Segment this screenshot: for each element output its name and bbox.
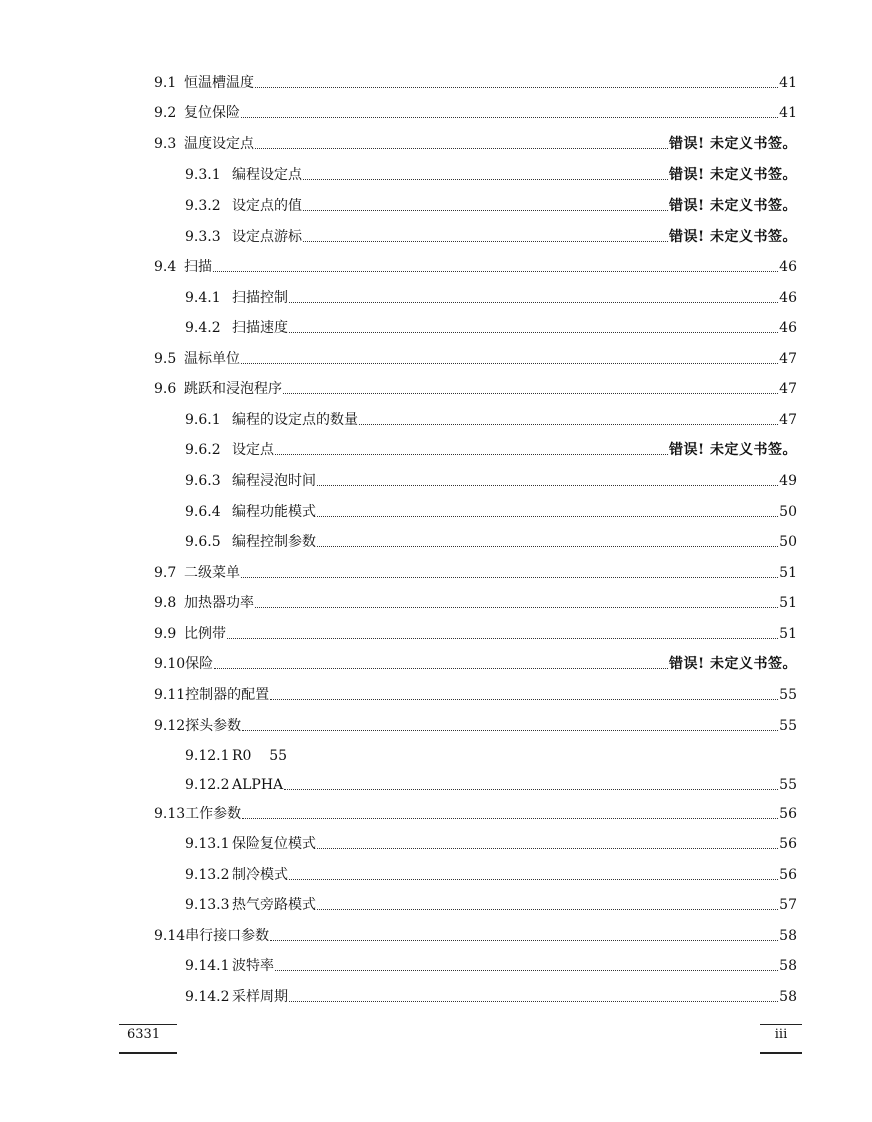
toc-leader-dots xyxy=(214,668,668,669)
toc-entry-title: 探头参数 xyxy=(185,718,242,734)
toc-entry[interactable] xyxy=(185,435,797,459)
toc-entry-title: 编程浸泡时间 xyxy=(232,473,316,489)
toc-entry-page: 56 xyxy=(779,867,797,883)
toc-entry-number: 9.14.2 xyxy=(185,989,230,1005)
toc-entry-error: 错误! 未定义书签。 xyxy=(668,198,797,214)
toc-entry-number: 9.3.1 xyxy=(185,167,221,183)
toc-leader-dots xyxy=(289,1001,778,1002)
toc-entry-title: ALPHA xyxy=(232,777,284,793)
toc-entry-number: 9.4.1 xyxy=(185,290,221,306)
toc-entry[interactable] xyxy=(185,191,797,215)
toc-entry-title: 恒温槽温度 xyxy=(184,75,254,91)
toc-entry[interactable] xyxy=(185,497,797,521)
toc-entry[interactable] xyxy=(154,711,797,735)
toc-entry-error: 错误! 未定义书签。 xyxy=(668,167,797,183)
toc-leader-dots xyxy=(241,117,778,118)
toc-entry[interactable] xyxy=(154,68,797,92)
toc-leader-dots xyxy=(255,607,778,608)
toc-entry-page: 55 xyxy=(779,687,797,703)
toc-entry-page: 49 xyxy=(779,473,797,489)
toc-entry-number: 9.5 xyxy=(154,351,177,367)
toc-entry-number: 9.7 xyxy=(154,565,177,581)
toc-entry-number: 9.14 xyxy=(154,928,186,944)
toc-entry[interactable] xyxy=(185,770,797,794)
toc-entry-number: 9.13.3 xyxy=(185,897,230,913)
toc-entry-number: 9.6.3 xyxy=(185,473,221,489)
toc-entry[interactable] xyxy=(154,799,797,823)
toc-entry[interactable] xyxy=(185,860,797,884)
toc-entry-page: 50 xyxy=(779,534,797,550)
toc-leader-dots xyxy=(275,970,778,971)
toc-entry-number: 9.1 xyxy=(154,75,177,91)
toc-leader-dots xyxy=(289,332,778,333)
toc-leader-dots xyxy=(242,818,778,819)
toc-leader-dots xyxy=(317,909,778,910)
toc-entry-page: 47 xyxy=(779,351,797,367)
toc-entry[interactable] xyxy=(154,129,797,153)
toc-entry[interactable] xyxy=(185,741,797,765)
toc-leader-dots xyxy=(283,393,778,394)
toc-entry-number: 9.8 xyxy=(154,595,177,611)
toc-entry-title: 比例带 xyxy=(184,626,226,642)
toc-entry-title: 设定点游标 xyxy=(232,229,302,245)
toc-entry-number: 9.2 xyxy=(154,105,177,121)
toc-leader-dots xyxy=(303,241,668,242)
toc-leader-dots xyxy=(317,546,778,547)
toc-entry-title: 跳跃和浸泡程序 xyxy=(184,381,282,397)
toc-entry-page: 51 xyxy=(779,626,797,642)
toc-entry-title: 编程设定点 xyxy=(232,167,302,183)
toc-entry-number: 9.6.1 xyxy=(185,412,221,428)
toc-entry-title: 热气旁路模式 xyxy=(232,897,316,913)
toc-entry-number: 9.14.1 xyxy=(185,958,230,974)
toc-entry[interactable] xyxy=(154,619,797,643)
toc-entry-error: 错误! 未定义书签。 xyxy=(668,656,797,672)
toc-entry-number: 9.3.3 xyxy=(185,229,221,245)
toc-entry-title: 控制器的配置 xyxy=(185,687,270,703)
toc-entry-page: 58 xyxy=(779,989,797,1005)
toc-leader-dots xyxy=(270,699,778,700)
toc-entry-number: 9.13.2 xyxy=(185,867,230,883)
toc-entry-number: 9.6.5 xyxy=(185,534,221,550)
toc-leader-dots xyxy=(317,848,778,849)
toc-leader-dots xyxy=(303,179,668,180)
toc-entry-page: 58 xyxy=(779,958,797,974)
toc-entry[interactable] xyxy=(154,344,797,368)
toc-entry-page: 46 xyxy=(779,320,797,336)
toc-entry-title: 保险 xyxy=(185,656,214,672)
toc-entry-title: 温标单位 xyxy=(184,351,240,367)
toc-entry-title: 设定点的值 xyxy=(232,198,302,214)
toc-entry-title: 复位保险 xyxy=(184,105,240,121)
toc-entry[interactable] xyxy=(185,527,797,551)
toc-entry-page: 51 xyxy=(779,595,797,611)
toc-entry-page: 47 xyxy=(779,412,797,428)
toc-entry[interactable] xyxy=(154,921,797,945)
toc-entry-title: 扫描 xyxy=(184,259,212,275)
toc-entry-title: 二级菜单 xyxy=(184,565,240,581)
toc-entry-error: 错误! 未定义书签。 xyxy=(668,229,797,245)
toc-entry-title: 温度设定点 xyxy=(184,136,254,152)
toc-entry-error: 错误! 未定义书签。 xyxy=(668,136,797,152)
footer-document-number: 6331 xyxy=(119,1024,177,1054)
toc-entry-page: 58 xyxy=(779,928,797,944)
toc-entry-title: 设定点 xyxy=(232,442,274,458)
toc-entry[interactable] xyxy=(185,890,797,914)
footer-page-number: iii xyxy=(760,1024,802,1054)
toc-leader-dots xyxy=(270,940,778,941)
toc-entry-number: 9.12.2 xyxy=(185,777,230,793)
toc-entry-page: 55 xyxy=(779,718,797,734)
toc-entry[interactable] xyxy=(185,466,797,490)
toc-entry-title: 编程功能模式 xyxy=(232,504,316,520)
toc-entry-title: 编程的设定点的数量 xyxy=(232,412,358,428)
toc-leader-dots xyxy=(317,516,778,517)
toc-entry-number: 9.6 xyxy=(154,381,177,397)
toc-entry-title: 加热器功率 xyxy=(184,595,254,611)
toc-entry-number: 9.6.2 xyxy=(185,442,221,458)
toc-leader-dots xyxy=(241,363,778,364)
toc-entry-number: 9.3 xyxy=(154,136,177,152)
toc-entry[interactable] xyxy=(185,283,797,307)
toc-entry-number: 9.13 xyxy=(154,806,186,822)
toc-leader-dots xyxy=(289,879,778,880)
toc-entry-number: 9.9 xyxy=(154,626,177,642)
toc-entry-error: 错误! 未定义书签。 xyxy=(668,442,797,458)
toc-entry[interactable] xyxy=(154,98,797,122)
toc-entry[interactable] xyxy=(185,160,797,184)
toc-leader-dots xyxy=(284,789,778,790)
toc-entry-page: 51 xyxy=(779,565,797,581)
toc-entry-title: 波特率 xyxy=(232,958,274,974)
toc-entry-page: 56 xyxy=(779,806,797,822)
toc-entry-page: 50 xyxy=(779,504,797,520)
toc-entry-number: 9.11 xyxy=(154,687,186,703)
toc-entry[interactable] xyxy=(154,252,797,276)
toc-entry-page: 41 xyxy=(779,75,797,91)
toc-entry-title: 工作参数 xyxy=(185,806,242,822)
toc-entry-page: 55 xyxy=(779,777,797,793)
toc-leader-dots xyxy=(289,302,778,303)
toc-entry-page: 47 xyxy=(779,381,797,397)
toc-entry-title: 制冷模式 xyxy=(232,867,288,883)
toc-leader-dots xyxy=(213,271,778,272)
toc-entry-number: 9.13.1 xyxy=(185,836,230,852)
toc-entry[interactable] xyxy=(185,829,797,853)
toc-leader-dots xyxy=(255,148,668,149)
toc-leader-dots xyxy=(227,638,778,639)
toc-leader-dots xyxy=(241,577,778,578)
toc-entry-number: 9.12 xyxy=(154,718,186,734)
toc-leader-dots xyxy=(255,87,778,88)
toc-entry-number: 9.6.4 xyxy=(185,504,221,520)
toc-entry[interactable] xyxy=(154,680,797,704)
toc-entry-number: 9.3.2 xyxy=(185,198,221,214)
toc-entry-title: 扫描速度 xyxy=(232,320,288,336)
toc-entry-page: 41 xyxy=(779,105,797,121)
toc-leader-dots xyxy=(275,454,668,455)
toc-entry-title: 串行接口参数 xyxy=(185,928,270,944)
toc-entry[interactable] xyxy=(185,982,797,1006)
toc-entry[interactable] xyxy=(185,222,797,246)
toc-entry-page: 57 xyxy=(779,897,797,913)
toc-leader-dots xyxy=(242,730,778,731)
toc-entry[interactable] xyxy=(154,374,797,398)
toc-entry[interactable] xyxy=(185,405,797,429)
toc-entry[interactable] xyxy=(154,588,797,612)
toc-leader-dots xyxy=(317,485,778,486)
toc-entry-title: R0 55 xyxy=(232,748,288,764)
toc-entry-number: 9.4 xyxy=(154,259,177,275)
toc-entry[interactable] xyxy=(185,951,797,975)
toc-entry-title: 编程控制参数 xyxy=(232,534,316,550)
toc-entry[interactable] xyxy=(154,558,797,582)
toc-entry-title: 保险复位模式 xyxy=(232,836,316,852)
toc-entry-title: 采样周期 xyxy=(232,989,288,1005)
toc-leader-dots xyxy=(303,210,668,211)
toc-entry[interactable] xyxy=(154,649,797,673)
toc-leader-dots xyxy=(359,424,778,425)
toc-entry-page: 46 xyxy=(779,290,797,306)
toc-entry-page: 46 xyxy=(779,259,797,275)
toc-entry[interactable] xyxy=(185,313,797,337)
toc-entry-number: 9.10 xyxy=(154,656,186,672)
toc-entry-number: 9.4.2 xyxy=(185,320,221,336)
toc-entry-page: 56 xyxy=(779,836,797,852)
toc-entry-number: 9.12.1 xyxy=(185,748,230,764)
toc-entry-title: 扫描控制 xyxy=(232,290,288,306)
